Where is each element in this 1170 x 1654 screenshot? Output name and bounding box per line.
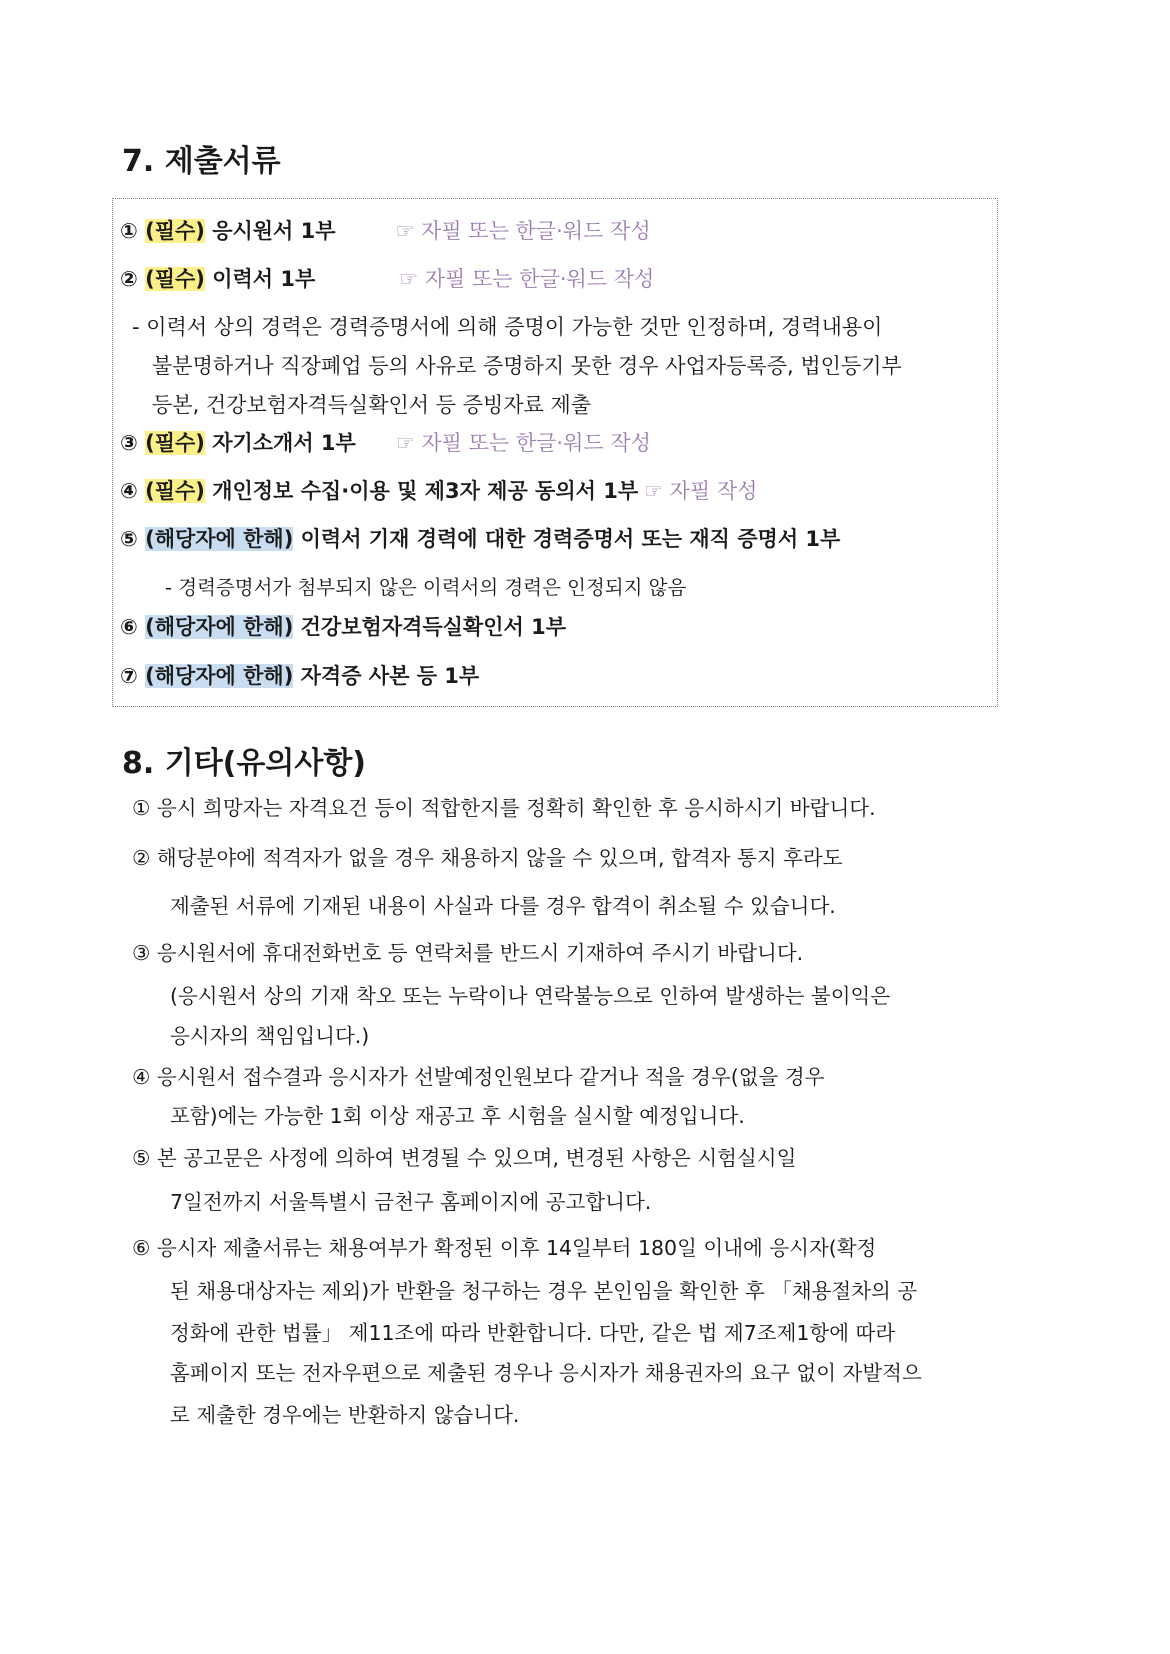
item-number: ② (132, 846, 151, 870)
resume-note-line: 등본, 건강보험자격득실확인서 등 증빙자료 제출 (152, 393, 592, 417)
resume-note-line: 불분명하거나 직장폐업 등의 사유로 증명하지 못한 경우 사업자등록증, 법인등기부 (152, 354, 902, 378)
item-text: 이력서 기재 경력에 대한 경력증명서 또는 재직 증명서 1부 (300, 527, 841, 551)
conditional-tag: (해당자에 한해) (145, 615, 294, 639)
item-text: 이력서 1부 (212, 267, 316, 291)
doc-item-3 (120, 429, 651, 457)
note-line: 응시원서 접수결과 응시자가 선발예정인원보다 같거나 적을 경우(없을 경우 (156, 1065, 825, 1089)
item-number: ① (120, 219, 138, 243)
required-tag: (필수) (145, 267, 205, 291)
required-tag: (필수) (145, 219, 205, 243)
item-text: 자기소개서 1부 (212, 431, 356, 455)
item-number: ② (120, 267, 138, 291)
item-text: 개인정보 수집·이용 및 제3자 제공 동의서 1부 (212, 479, 639, 503)
note-line: 제출된 서류에 기재된 내용이 사실과 다를 경우 합격이 취소될 수 있습니다. (170, 894, 836, 918)
item-number: ⑤ (132, 1146, 151, 1170)
section-8-title: 8. 기타(유의사항) (122, 746, 367, 781)
doc-item-1 (120, 217, 651, 245)
item-note: ☞ 자필 작성 (644, 479, 758, 503)
note-line: 응시 희망자는 자격요건 등이 적합한지를 정확히 확인한 후 응시하시기 바랍니다. (156, 796, 876, 820)
item-note: ☞ 자필 또는 한글·워드 작성 (395, 431, 651, 455)
item-number: ③ (132, 941, 151, 965)
item-note: ☞ 자필 또는 한글·워드 작성 (399, 267, 655, 291)
note-line: 해당분야에 적격자가 없을 경우 채용하지 않을 수 있으며, 합격자 통지 후라도 (156, 846, 843, 870)
doc-item-4 (120, 477, 757, 505)
item-number: ① (132, 796, 151, 820)
item-number: ④ (120, 479, 138, 503)
item-text: 자격증 사본 등 1부 (300, 664, 480, 688)
item-number: ③ (120, 431, 138, 455)
item-text: 응시원서 1부 (212, 219, 336, 243)
conditional-tag: (해당자에 한해) (145, 664, 294, 688)
section-7-title: 7. 제출서류 (122, 144, 281, 179)
required-tag: (필수) (145, 479, 205, 503)
item-number: ⑥ (120, 615, 138, 639)
resume-note-line: - 이력서 상의 경력은 경력증명서에 의해 증명이 가능한 것만 인정하며, 경력내용이 (132, 315, 883, 339)
note-item-3 (132, 939, 803, 967)
note-line: 정화에 관한 법률」 제11조에 따라 반환합니다. 다만, 같은 법 제7조제1항에 따라 (170, 1321, 896, 1345)
note-line: 로 제출한 경우에는 반환하지 않습니다. (170, 1403, 520, 1427)
doc-item-7 (120, 662, 479, 690)
note-line: 응시자의 책임입니다.) (170, 1024, 370, 1048)
doc-item-2 (120, 265, 654, 293)
note-item-6 (132, 1234, 876, 1262)
career-note: - 경력증명서가 첨부되지 않은 이력서의 경력은 인정되지 않음 (165, 576, 687, 599)
item-note: ☞ 자필 또는 한글·워드 작성 (395, 219, 651, 243)
doc-item-5 (120, 525, 840, 553)
doc-item-6 (120, 613, 566, 641)
note-line: 된 채용대상자는 제외)가 반환을 청구하는 경우 본인임을 확인한 후 「채용절차의 공 (170, 1279, 918, 1303)
item-number: ⑥ (132, 1236, 151, 1260)
note-item-2 (132, 844, 843, 872)
note-item-1 (132, 794, 876, 822)
item-number: ⑦ (120, 664, 138, 688)
required-tag: (필수) (145, 431, 205, 455)
note-line: 응시자 제출서류는 채용여부가 확정된 이후 14일부터 180일 이내에 응시자(확정 (156, 1236, 877, 1260)
note-line: 포함)에는 가능한 1회 이상 재공고 후 시험을 실시할 예정입니다. (170, 1104, 745, 1128)
conditional-tag: (해당자에 한해) (145, 527, 294, 551)
note-line: 홈페이지 또는 전자우편으로 제출된 경우나 응시자가 채용권자의 요구 없이 자발적으 (170, 1361, 922, 1385)
note-line: 응시원서에 휴대전화번호 등 연락처를 반드시 기재하여 주시기 바랍니다. (156, 941, 804, 965)
item-number: ⑤ (120, 527, 138, 551)
note-line: 7일전까지 서울특별시 금천구 홈페이지에 공고합니다. (170, 1190, 652, 1214)
item-text: 건강보험자격득실확인서 1부 (300, 615, 566, 639)
item-number: ④ (132, 1065, 151, 1089)
note-line: 본 공고문은 사정에 의하여 변경될 수 있으며, 변경된 사항은 시험실시일 (156, 1146, 797, 1170)
note-item-5 (132, 1144, 796, 1172)
note-item-4 (132, 1063, 824, 1091)
note-line: (응시원서 상의 기재 착오 또는 누락이나 연락불능으로 인하여 발생하는 불이익은 (170, 984, 891, 1008)
